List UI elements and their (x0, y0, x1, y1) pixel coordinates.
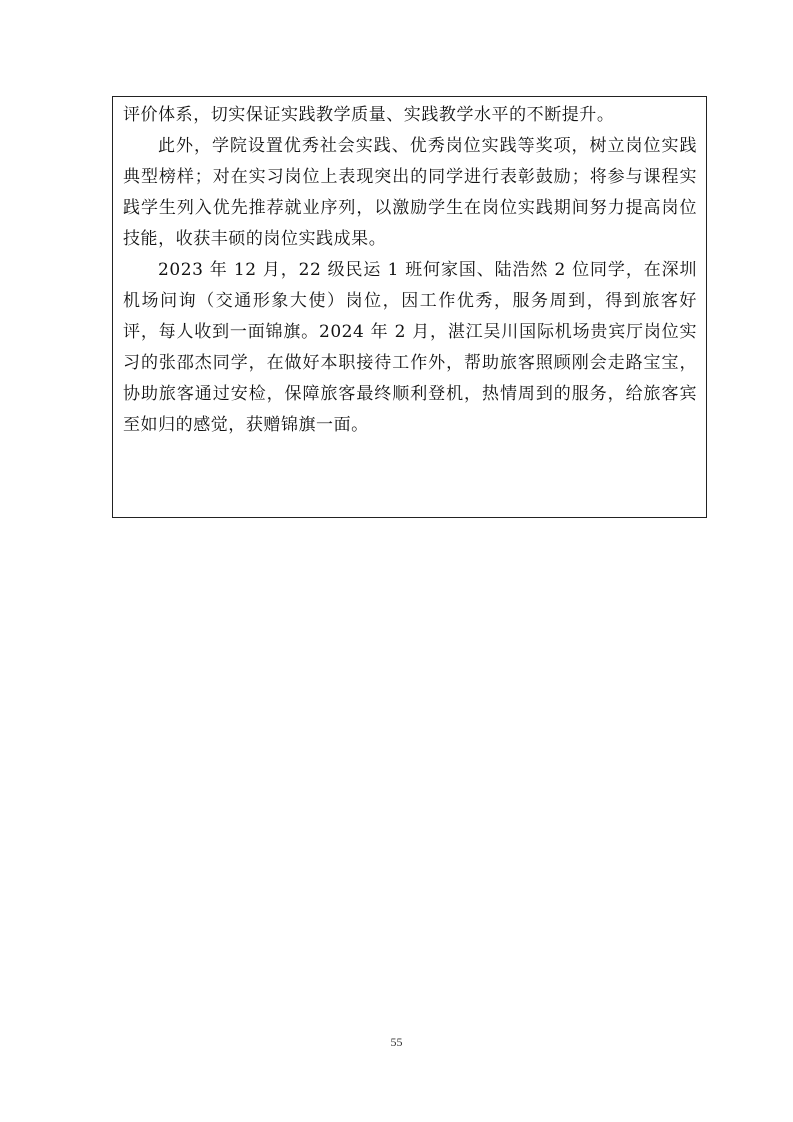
text-frame (112, 96, 707, 518)
paragraph-continued: 评价体系，切实保证实践教学质量、实践教学水平的不断提升。 (123, 105, 615, 125)
paragraph-awards: 此外，学院设置优秀社会实践、优秀岗位实践等奖项，树立岗位实践典型榜样；对在实习岗位上表现突出的同学进行表彰鼓励；将参与课程实践学生列入优先推荐就业序列，以激励学生在岗位实践期间努力提高岗位技能，收获丰硕的岗位实践成果。 (123, 136, 697, 249)
page-number: 55 (390, 1035, 403, 1049)
paragraph-examples: 2023 年 12 月，22 级民运 1 班何家国、陆浩然 2 位同学，在深圳机场问询（交通形象大使）岗位，因工作优秀，服务周到，得到旅客好评，每人收到一面锦旗。2024 年 2 月，湛江吴川国际机场贵宾厅岗位实习的张邵杰同学，在做好本职接待工作外，帮助旅客照顾刚会走路宝宝，协助旅客通过安检，保障旅客最终顺利登机，热情周到的服务，给旅客宾至如归的感觉，获赠锦旗一面。 (123, 260, 697, 435)
